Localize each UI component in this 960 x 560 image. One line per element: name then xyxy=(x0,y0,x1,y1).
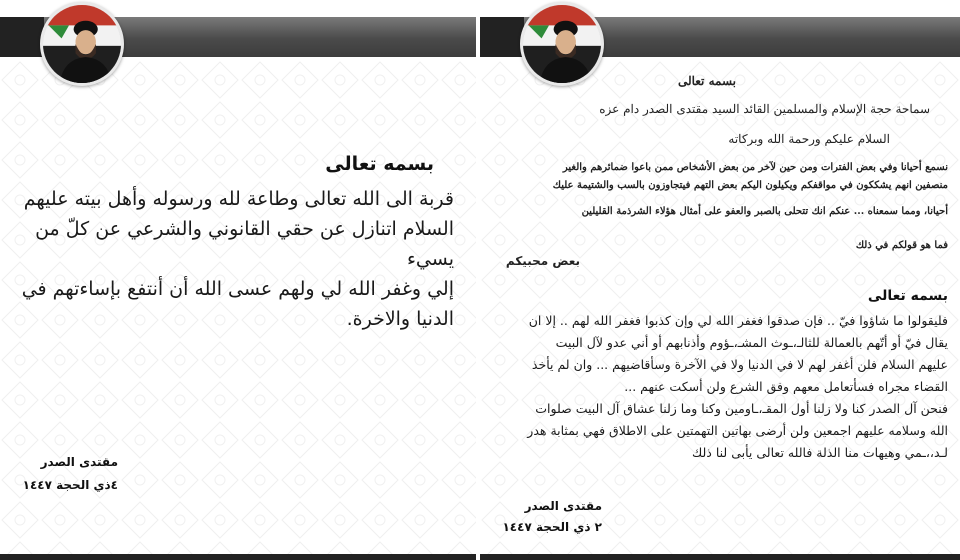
letter-line: بسمه تعالى xyxy=(677,74,736,88)
signature-date: ٢ ذي الحجة ١٤٤٧ xyxy=(502,520,602,534)
letter-line: سماحة حجة الإسلام والمسلمين القائد السيد مقتدى الصدر دام عزه xyxy=(599,102,930,116)
letter-line: فما هو قولكم في ذلك xyxy=(855,240,948,251)
signature-name: مقتدى الصدر xyxy=(524,499,602,513)
statement-line: إلي وغفر الله لي ولهم عسى الله أن أنتفع بإساءتهم في xyxy=(21,278,454,300)
statement-line: قربة الى الله تعالى وطاعة لله ورسوله وأهل بيته عليهم xyxy=(23,188,454,210)
letter-sender: بعض محبيكم xyxy=(505,254,580,268)
statement-body xyxy=(4,184,454,334)
footer-band xyxy=(480,554,960,560)
signature-date: ٤ذي الحجة ١٤٤٧ xyxy=(22,478,118,492)
reply-line: الله وسلامه عليهم اجمعين ولن أرضى بهاتين التهمتين على الاطلاق فهي بمثابة هدر xyxy=(527,423,948,438)
statement-line: الدنيا والاخرة. xyxy=(346,308,454,330)
left-statement-panel xyxy=(0,0,476,560)
reply-line: القضاء مجراه فسأتعامل معهم وفق الشرع ولن أسكت عنهم ... xyxy=(624,379,948,394)
letter-line: منصفين انهم يشككون في مواقفكم ويكيلون اليكم بعض التهم فيتجاوزون بالسب والشتيمة عليك xyxy=(552,180,948,191)
reply-heading: بسمه تعالى xyxy=(867,288,948,304)
statement-line: السلام اتنازل عن حقي القانوني والشرعي عن كلّ من يسيء xyxy=(35,218,454,270)
statement-heading: بسمه تعالى xyxy=(325,153,434,175)
footer-band xyxy=(0,554,476,560)
avatar xyxy=(40,2,124,86)
reply-body xyxy=(490,310,948,464)
reply-line: يقال فيّ أو أتّهم بالعمالة للثالـ،ـوث المشـ،ـؤوم وأذنابهم أو أني عدو لآل البيت xyxy=(555,335,948,350)
reply-line: عليهم السلام فلن أغفر لهم لا في الدنيا ولا في الآخرة وسأقاضيهم ... وان لم يأخذ xyxy=(531,357,948,372)
avatar xyxy=(520,2,604,86)
letter-line: نسمع أحيانا وفي بعض الفترات ومن حين لآخر من بعض الأشخاص ممن باعوا ضمائرهم والغير xyxy=(562,162,948,173)
reply-line: فليقولوا ما شاؤوا فيّ .. فإن صدقوا فغفر الله لي وإن كذبوا فغفر الله لهم .. إلا ان xyxy=(528,313,948,328)
reply-line: لـد،،ـمي وهيهات منا الذلة فالله تعالى يأبى لنا ذلك xyxy=(691,445,948,460)
letter-line: السلام عليكم ورحمة الله وبركاته xyxy=(728,132,890,146)
reply-line: فنحن آل الصدر كنا ولا زلنا أول المقـ،ـاومين وكنا وما زلنا عشاق آل البيت صلوات xyxy=(535,401,948,416)
signature-name: مقتدى الصدر xyxy=(40,455,118,469)
right-letter-panel xyxy=(480,0,960,560)
letter-line: أحيانا، ومما سمعناه ... عنكم انك تتحلى بالصبر والعفو على أمثال هؤلاء الشرذمة القليلين xyxy=(581,206,948,217)
